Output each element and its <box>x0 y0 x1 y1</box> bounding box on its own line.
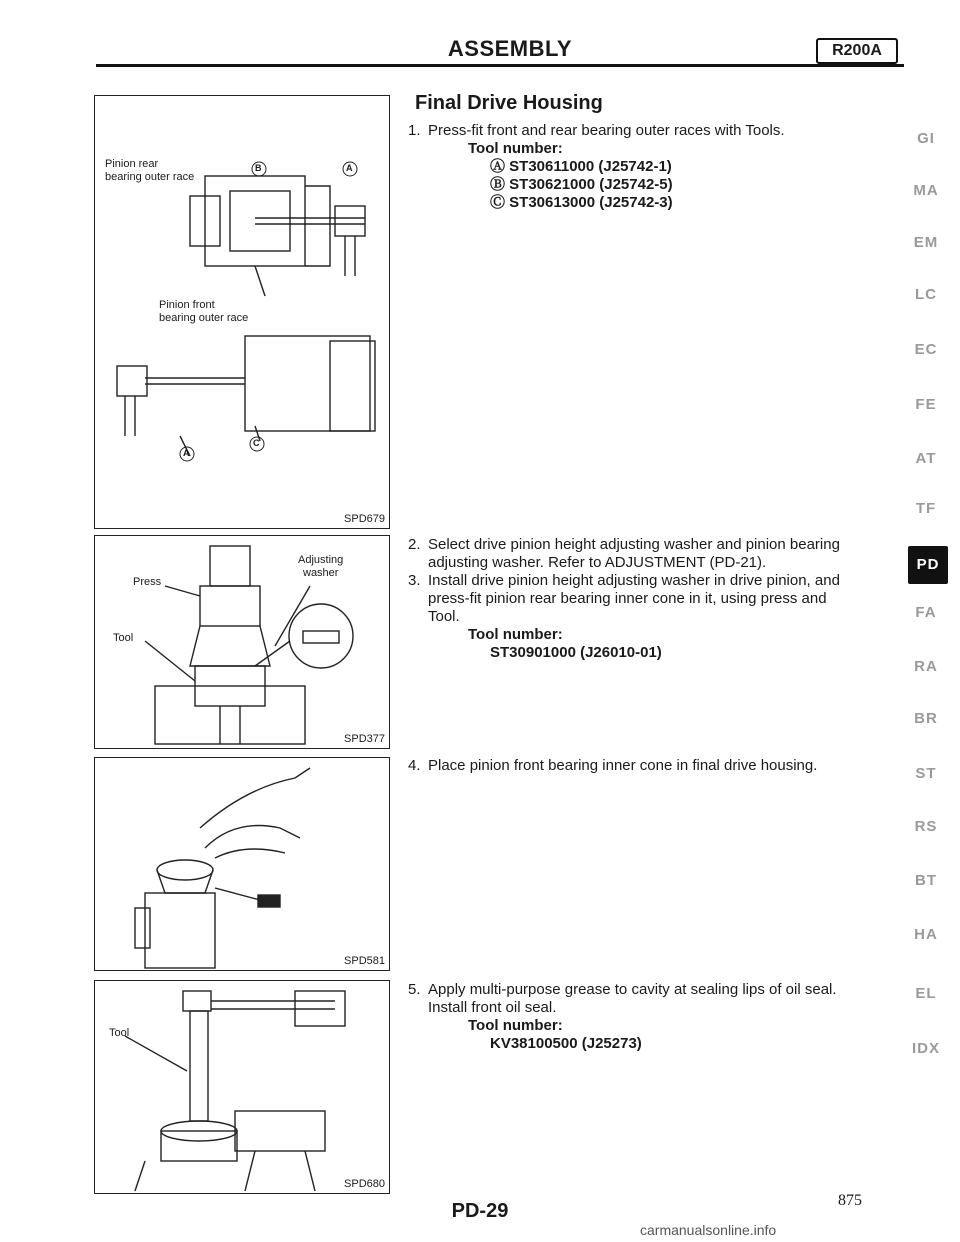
tool-heading: Tool number: <box>468 626 563 643</box>
step-number: 1. <box>408 122 421 139</box>
page-code: PD-29 <box>451 1200 509 1222</box>
section-tab-gi[interactable]: GI <box>917 130 935 147</box>
section-title: Final Drive Housing <box>415 92 603 114</box>
section-tab-index <box>908 0 958 1100</box>
figure-label: washer <box>303 567 339 579</box>
step-2 <box>408 536 908 572</box>
step-text: Apply multi-purpose grease to cavity at sealing lips of oil seal. <box>428 981 837 998</box>
section-tab-ec[interactable]: EC <box>914 341 938 358</box>
figure-label: Press <box>133 576 162 588</box>
section-tab-at[interactable]: AT <box>915 450 937 467</box>
callout-a: A <box>346 163 353 173</box>
section-tab-idx[interactable]: IDX <box>911 1040 940 1057</box>
step-number: 5. <box>408 981 421 998</box>
section-tab-bt[interactable]: BT <box>915 872 937 889</box>
section-tab-lc[interactable]: LC <box>915 286 937 303</box>
figure-code: SPD679 <box>344 513 385 525</box>
figure-label: Tool <box>109 1027 130 1039</box>
tool-item: Ⓐ ST30611000 (J25742-1) <box>490 158 672 175</box>
step-text: adjusting washer. Refer to ADJUSTMENT (PD-21). <box>428 554 767 571</box>
figure-label: Adjusting <box>298 554 344 566</box>
step-number: 2. <box>408 536 421 553</box>
section-tab-ra[interactable]: RA <box>914 658 938 675</box>
figure-pinion-press <box>94 535 390 749</box>
step-text: Place pinion front bearing inner cone in final drive housing. <box>428 757 818 774</box>
callout-c: C <box>253 438 260 448</box>
pinion-press-illustration <box>95 536 389 748</box>
section-tab-br[interactable]: BR <box>914 710 938 727</box>
watermark: carmanualsonline.info <box>640 1222 777 1238</box>
section-tab-em[interactable]: EM <box>913 234 939 251</box>
tool-heading: Tool number: <box>468 1017 563 1034</box>
figure-oil-seal <box>94 980 390 1194</box>
section-tab-st[interactable]: ST <box>915 765 937 782</box>
section-tab-pd[interactable]: PD <box>908 546 948 584</box>
figure-bearing-races <box>94 95 390 529</box>
figure-label: bearing outer race <box>159 312 249 324</box>
section-tab-tf[interactable]: TF <box>915 500 937 517</box>
step-number: 4. <box>408 757 421 774</box>
step-number: 3. <box>408 572 421 589</box>
section-tab-fe[interactable]: FE <box>915 396 937 413</box>
figure-label: Tool <box>113 632 134 644</box>
model-badge: R200A <box>816 38 898 64</box>
header-divider <box>96 64 904 67</box>
step-text: Tool. <box>428 608 460 625</box>
figure-label: Pinion rear <box>105 158 159 170</box>
figure-inner-cone <box>94 757 390 971</box>
figure-code: SPD377 <box>344 733 385 745</box>
step-text: Press-fit front and rear bearing outer races with Tools. <box>428 122 785 139</box>
step-1 <box>408 122 908 212</box>
tool-item: ST30901000 (J26010-01) <box>490 644 662 661</box>
tool-heading: Tool number: <box>468 140 563 157</box>
figure-label: Pinion front <box>159 299 215 311</box>
page-title: ASSEMBLY <box>447 36 573 61</box>
oil-seal-illustration <box>95 981 389 1193</box>
step-3 <box>408 572 908 662</box>
callout-b: B <box>255 163 262 173</box>
tool-item: Ⓑ ST30621000 (J25742-5) <box>490 176 673 193</box>
tool-item: KV38100500 (J25273) <box>490 1035 642 1052</box>
tool-item: Ⓒ ST30613000 (J25742-3) <box>490 194 673 211</box>
section-tab-ma[interactable]: MA <box>913 182 939 199</box>
callout-a: A <box>183 448 190 458</box>
step-text: Install front oil seal. <box>428 999 557 1016</box>
section-tab-ha[interactable]: HA <box>914 926 938 943</box>
page-number: 875 <box>838 1192 862 1209</box>
step-text: Select drive pinion height adjusting washer and pinion bearing <box>428 536 840 553</box>
section-tab-fa[interactable]: FA <box>915 604 937 621</box>
inner-cone-illustration <box>95 758 389 970</box>
figure-code: SPD680 <box>344 1178 385 1190</box>
section-tab-rs[interactable]: RS <box>914 818 938 835</box>
step-5 <box>408 981 908 1053</box>
step-text: press-fit pinion rear bearing inner cone in it, using press and <box>428 590 827 607</box>
step-4 <box>408 757 908 775</box>
section-tab-el[interactable]: EL <box>915 985 937 1002</box>
figure-code: SPD581 <box>344 955 385 967</box>
figure-label: bearing outer race <box>105 171 195 183</box>
step-text: Install drive pinion height adjusting washer in drive pinion, and <box>428 572 840 589</box>
